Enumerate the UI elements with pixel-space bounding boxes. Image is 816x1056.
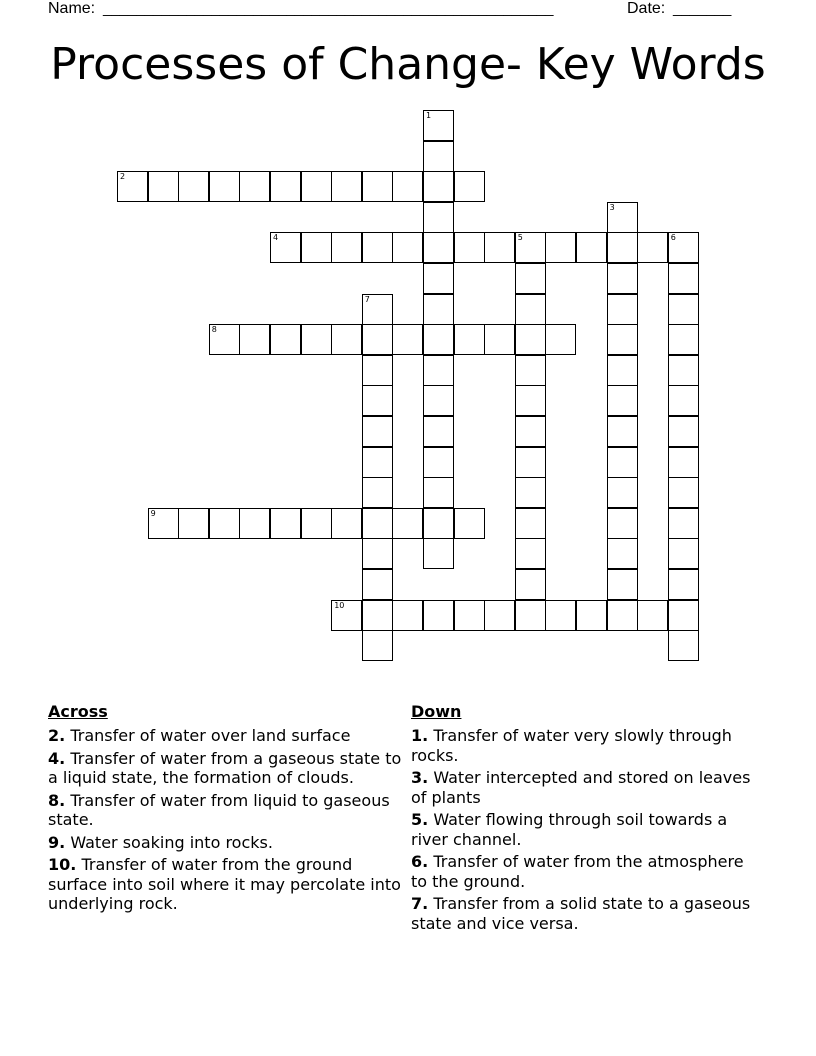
clue-down-3: 3. Water intercepted and stored on leaves of plants bbox=[411, 768, 751, 807]
grid-cell[interactable] bbox=[515, 232, 546, 263]
grid-cell[interactable] bbox=[423, 110, 454, 141]
grid-cell[interactable] bbox=[239, 324, 270, 355]
down-clues bbox=[411, 702, 761, 936]
grid-cell[interactable] bbox=[362, 508, 393, 539]
clue-down-5: 5. Water flowing through soil towards a river channel. bbox=[411, 810, 728, 849]
grid-cell[interactable] bbox=[607, 202, 638, 233]
grid-cell[interactable] bbox=[515, 416, 546, 447]
grid-cell[interactable] bbox=[423, 508, 454, 539]
grid-cell[interactable] bbox=[392, 508, 423, 539]
grid-cell[interactable] bbox=[576, 232, 607, 263]
grid-cell[interactable] bbox=[270, 232, 301, 263]
grid-cell[interactable] bbox=[362, 232, 393, 263]
grid-cell[interactable] bbox=[423, 232, 454, 263]
grid-cell[interactable] bbox=[362, 630, 393, 661]
grid-cell[interactable] bbox=[423, 477, 454, 508]
grid-cell[interactable] bbox=[668, 232, 699, 263]
grid-cell[interactable] bbox=[423, 416, 454, 447]
grid-cell[interactable] bbox=[423, 171, 454, 202]
grid-cell[interactable] bbox=[668, 385, 699, 416]
grid-cell[interactable] bbox=[515, 324, 546, 355]
grid-cell[interactable] bbox=[607, 263, 638, 294]
across-heading: Across bbox=[48, 702, 108, 721]
page-title: Processes of Change- Key Words bbox=[50, 39, 766, 90]
grid-cell[interactable] bbox=[392, 324, 423, 355]
grid-cell[interactable] bbox=[454, 324, 485, 355]
clue-number: 9 bbox=[150, 508, 156, 518]
grid-cell[interactable] bbox=[362, 385, 393, 416]
clue-across-8: 8. Transfer of water from liquid to gaseous state. bbox=[48, 790, 390, 829]
grid-cell[interactable] bbox=[668, 477, 699, 508]
clue-across-10: 10. Transfer of water from the ground surface into soil where it may percolate into underlying rock. bbox=[48, 855, 401, 913]
grid-cell[interactable] bbox=[331, 324, 362, 355]
grid-cell[interactable] bbox=[362, 538, 393, 569]
grid-cell[interactable] bbox=[270, 171, 301, 202]
grid-cell[interactable] bbox=[301, 171, 332, 202]
grid-cell[interactable] bbox=[515, 477, 546, 508]
grid-cell[interactable] bbox=[545, 324, 576, 355]
clue-down-1: 1. Transfer of water very slowly through rocks. bbox=[411, 726, 732, 765]
clue-number: 8 bbox=[211, 325, 217, 335]
date-line[interactable]: _______ bbox=[673, 0, 732, 17]
down-heading: Down bbox=[411, 702, 462, 721]
grid-cell[interactable] bbox=[515, 508, 546, 539]
grid-cell[interactable] bbox=[148, 508, 179, 539]
grid-cell[interactable] bbox=[668, 355, 699, 386]
grid-cell[interactable] bbox=[515, 263, 546, 294]
grid-cell[interactable] bbox=[270, 508, 301, 539]
grid-cell[interactable] bbox=[454, 171, 485, 202]
grid-cell[interactable] bbox=[515, 355, 546, 386]
grid-cell[interactable] bbox=[239, 508, 270, 539]
grid-cell[interactable] bbox=[668, 416, 699, 447]
grid-cell[interactable] bbox=[362, 569, 393, 600]
name-label: Name: bbox=[48, 0, 96, 17]
grid-cell[interactable] bbox=[515, 385, 546, 416]
grid-cell[interactable] bbox=[668, 508, 699, 539]
grid-cell[interactable] bbox=[178, 508, 209, 539]
clue-number: 2 bbox=[120, 172, 126, 182]
grid-cell[interactable] bbox=[331, 600, 362, 631]
clue-across-2: 2. Transfer of water over land surface bbox=[48, 726, 351, 745]
grid-cell[interactable] bbox=[392, 171, 423, 202]
grid-cell[interactable] bbox=[392, 232, 423, 263]
grid-cell[interactable] bbox=[362, 324, 393, 355]
grid-cell[interactable] bbox=[178, 171, 209, 202]
grid-cell[interactable] bbox=[423, 294, 454, 325]
grid-cell[interactable] bbox=[362, 416, 393, 447]
grid-cell[interactable] bbox=[607, 508, 638, 539]
grid-cell[interactable] bbox=[668, 569, 699, 600]
grid-cell[interactable] bbox=[607, 477, 638, 508]
grid-cell[interactable] bbox=[301, 232, 332, 263]
grid-cell[interactable] bbox=[362, 477, 393, 508]
grid-cell[interactable] bbox=[301, 508, 332, 539]
grid-cell[interactable] bbox=[668, 630, 699, 661]
clue-number: 3 bbox=[609, 202, 615, 212]
grid-cell[interactable] bbox=[331, 171, 362, 202]
grid-cell[interactable] bbox=[545, 232, 576, 263]
grid-cell[interactable] bbox=[576, 600, 607, 631]
grid-cell[interactable] bbox=[209, 171, 240, 202]
grid-cell[interactable] bbox=[239, 171, 270, 202]
grid-cell[interactable] bbox=[484, 324, 515, 355]
grid-cell[interactable] bbox=[423, 141, 454, 172]
date-label: Date: bbox=[627, 0, 666, 17]
grid-cell[interactable] bbox=[301, 324, 332, 355]
grid-cell[interactable] bbox=[362, 355, 393, 386]
name-line[interactable]: ______________________________________________________ bbox=[103, 0, 554, 17]
grid-cell[interactable] bbox=[362, 600, 393, 631]
grid-cell[interactable] bbox=[148, 171, 179, 202]
grid-cell[interactable] bbox=[423, 447, 454, 478]
grid-cell[interactable] bbox=[668, 263, 699, 294]
grid-cell[interactable] bbox=[515, 294, 546, 325]
grid-cell[interactable] bbox=[515, 538, 546, 569]
clue-number: 5 bbox=[517, 233, 523, 243]
grid-cell[interactable] bbox=[607, 447, 638, 478]
clue-number: 6 bbox=[670, 233, 676, 243]
grid-cell[interactable] bbox=[423, 263, 454, 294]
grid-cell[interactable] bbox=[454, 600, 485, 631]
grid-cell[interactable] bbox=[637, 232, 668, 263]
grid-cell[interactable] bbox=[392, 600, 423, 631]
grid-cell[interactable] bbox=[668, 600, 699, 631]
clue-number: 4 bbox=[273, 233, 279, 243]
clue-down-7: 7. Transfer from a solid state to a gaseous state and vice versa. bbox=[411, 894, 751, 933]
grid-cell[interactable] bbox=[607, 416, 638, 447]
clue-number: 7 bbox=[364, 294, 370, 304]
across-clues bbox=[48, 702, 406, 917]
grid-cell[interactable] bbox=[331, 232, 362, 263]
grid-cell[interactable] bbox=[515, 569, 546, 600]
grid-cell[interactable] bbox=[209, 508, 240, 539]
grid-cell[interactable] bbox=[607, 324, 638, 355]
grid-cell[interactable] bbox=[331, 508, 362, 539]
grid-cell[interactable] bbox=[454, 232, 485, 263]
grid-cell[interactable] bbox=[362, 294, 393, 325]
clue-number: 10 bbox=[334, 600, 345, 610]
grid-cell[interactable] bbox=[362, 447, 393, 478]
clue-number: 1 bbox=[426, 111, 432, 120]
grid-cell[interactable] bbox=[423, 324, 454, 355]
grid-cell[interactable] bbox=[668, 324, 699, 355]
grid-cell[interactable] bbox=[607, 294, 638, 325]
clue-down-6: 6. Transfer of water from the atmosphere to the ground. bbox=[411, 852, 744, 891]
grid-cell[interactable] bbox=[362, 171, 393, 202]
grid-cell[interactable] bbox=[668, 447, 699, 478]
clue-across-9: 9. Water soaking into rocks. bbox=[48, 832, 273, 852]
grid-cell[interactable] bbox=[209, 324, 240, 355]
grid-cell[interactable] bbox=[607, 232, 638, 263]
grid-cell[interactable] bbox=[607, 569, 638, 600]
grid-cell[interactable] bbox=[423, 355, 454, 386]
grid-cell[interactable] bbox=[270, 324, 301, 355]
grid-cell[interactable] bbox=[117, 171, 148, 202]
clue-across-4: 4. Transfer of water from a gaseous state to a liquid state, the formation of clouds. bbox=[48, 748, 402, 787]
grid-cell[interactable] bbox=[423, 538, 454, 569]
grid-cell[interactable] bbox=[637, 600, 668, 631]
grid-cell[interactable] bbox=[668, 538, 699, 569]
grid-cell[interactable] bbox=[423, 202, 454, 233]
grid-cell[interactable] bbox=[607, 355, 638, 386]
grid-cell[interactable] bbox=[668, 294, 699, 325]
grid-cell[interactable] bbox=[484, 600, 515, 631]
grid-cell[interactable] bbox=[607, 538, 638, 569]
grid-cell[interactable] bbox=[515, 447, 546, 478]
grid-cell[interactable] bbox=[484, 232, 515, 263]
grid-cell[interactable] bbox=[515, 600, 546, 631]
grid-cell[interactable] bbox=[454, 508, 485, 539]
grid-cell[interactable] bbox=[423, 385, 454, 416]
grid-cell[interactable] bbox=[423, 600, 454, 631]
grid-cell[interactable] bbox=[607, 600, 638, 631]
grid-cell[interactable] bbox=[607, 385, 638, 416]
grid-cell[interactable] bbox=[545, 600, 576, 631]
